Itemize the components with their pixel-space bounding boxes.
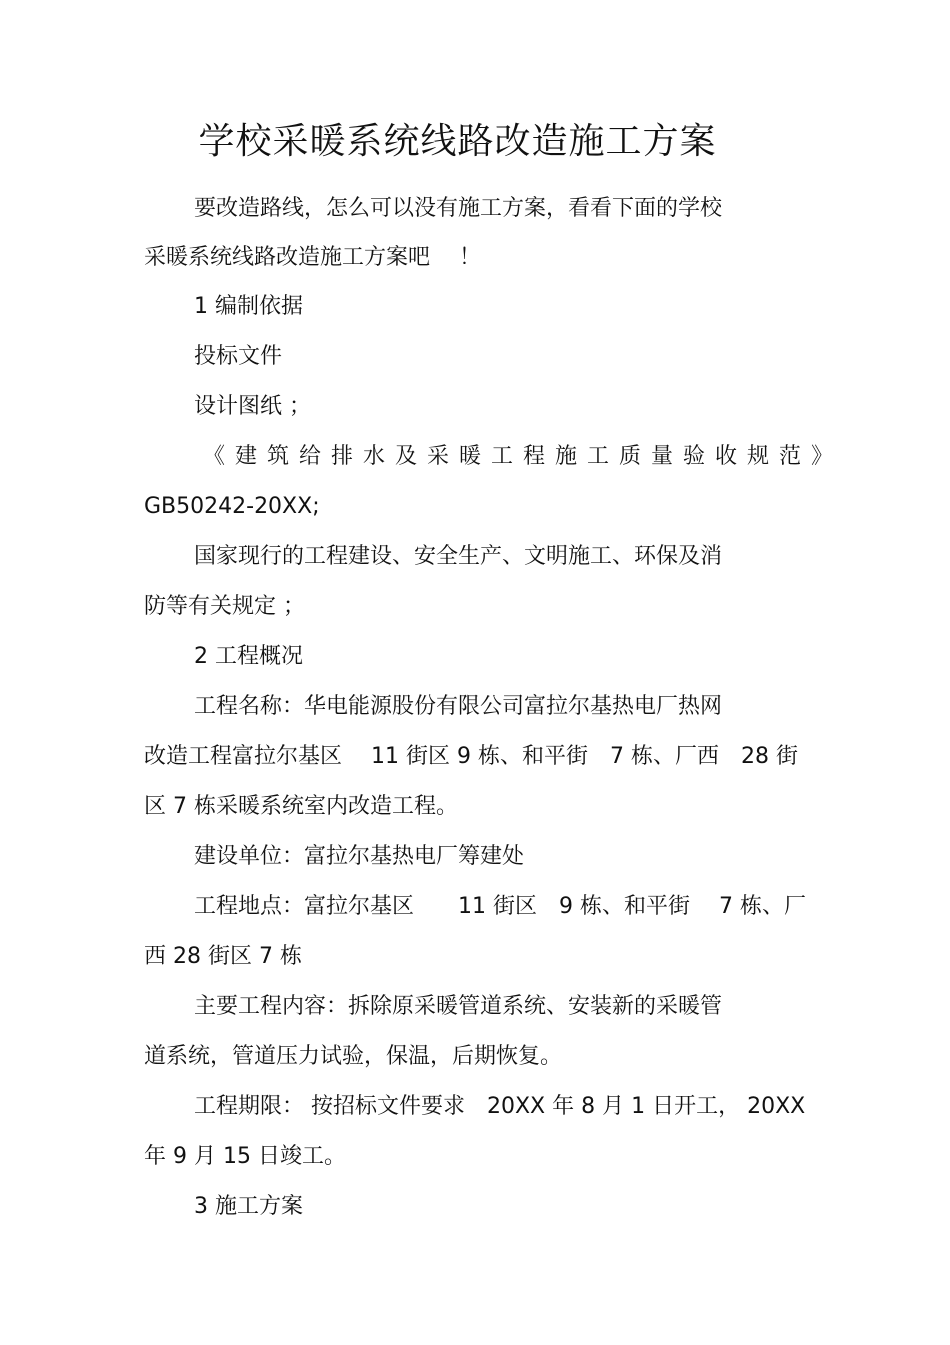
main-content-line-2: 道系统，管道压力试验，保温，后期恢复。 [144, 1044, 563, 1069]
project-location-line-1: 工程地点：富拉尔基区 11 街区 9 栋、和平街 7 栋、厂 [194, 894, 806, 919]
project-name-line-2: 改造工程富拉尔基区 11 街区 9 栋、和平街 7 栋、厂西 28 街 [144, 744, 798, 769]
basis-item-standard-code: GB50242-20XX; [144, 494, 320, 519]
basis-item-bid-documents: 投标文件 [194, 344, 283, 369]
basis-item-regulations-line-1: 国家现行的工程建设、安全生产、文明施工、环保及消 [194, 544, 723, 569]
project-name-line-1: 工程名称：华电能源股份有限公司富拉尔基热电厂热网 [194, 694, 723, 719]
intro-line-1: 要改造路线，怎么可以没有施工方案，看看下面的学校 [194, 196, 723, 221]
project-period-line-2: 年 9 月 15 日竣工。 [144, 1144, 346, 1169]
section-heading-1: 1 编制依据 [194, 294, 303, 319]
construction-unit: 建设单位：富拉尔基热电厂筹建处 [194, 844, 525, 869]
project-period-line-1: 工程期限： 按招标文件要求 20XX 年 8 月 1 日开工， 20XX [194, 1094, 806, 1119]
basis-item-regulations-line-2: 防等有关规定 ； [144, 594, 305, 619]
main-content-line-1: 主要工程内容：拆除原采暖管道系统、安装新的采暖管 [194, 994, 723, 1019]
section-heading-2: 2 工程概况 [194, 644, 303, 669]
basis-item-design-drawings: 设计图纸 ； [194, 394, 311, 419]
document-title: 学校采暖系统线路改造施工方案 [198, 121, 717, 162]
basis-item-standard-name: 《建筑给排水及采暖工程施工质量验收规范》 [203, 444, 844, 469]
section-heading-3: 3 施工方案 [194, 1194, 303, 1219]
project-name-line-3: 区 7 栋采暖系统室内改造工程。 [144, 794, 458, 819]
intro-line-2: 采暖系统线路改造施工方案吧 ！ [144, 245, 481, 270]
project-location-line-2: 西 28 街区 7 栋 [144, 944, 302, 969]
